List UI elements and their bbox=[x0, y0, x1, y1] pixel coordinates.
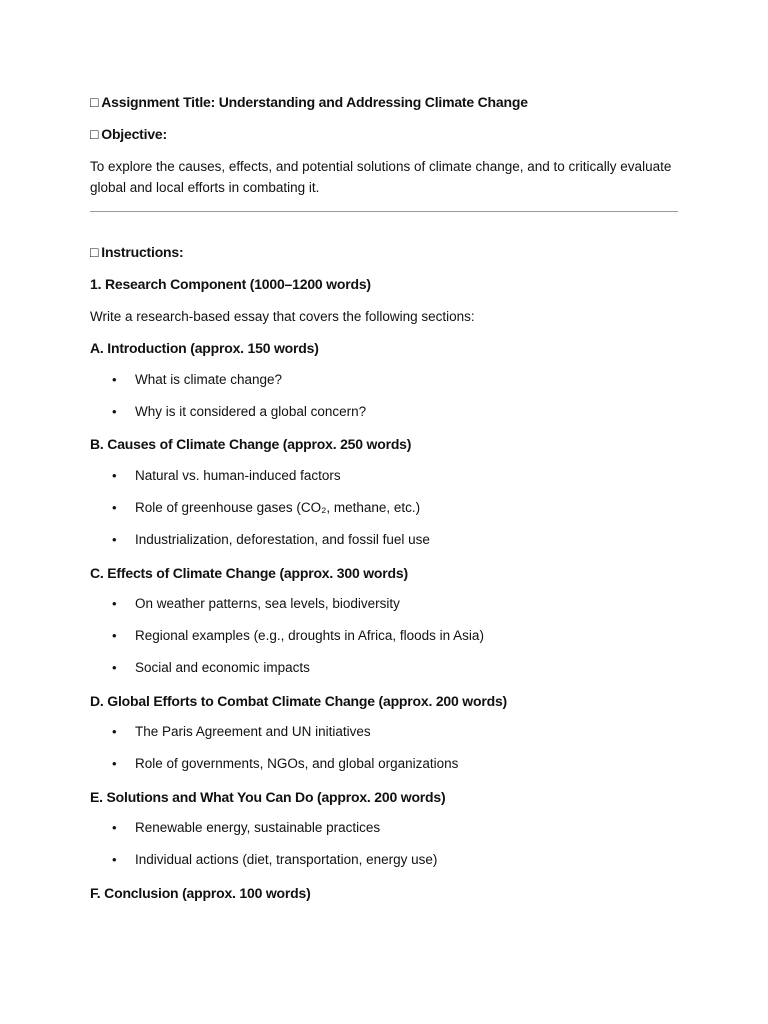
bullet-icon: • bbox=[112, 852, 117, 867]
bullet-icon: • bbox=[112, 532, 117, 547]
list-item bbox=[112, 819, 380, 837]
list-item bbox=[112, 531, 430, 549]
bullet-icon: • bbox=[112, 756, 117, 771]
list-item bbox=[112, 627, 484, 645]
list-item bbox=[112, 499, 420, 517]
list-item bbox=[112, 595, 400, 613]
bullet-icon: • bbox=[112, 404, 117, 419]
section-heading: E. Solutions and What You Can Do (approx. 200 words) bbox=[90, 789, 446, 805]
list-item bbox=[112, 371, 282, 389]
bullet-icon: • bbox=[112, 500, 117, 515]
bullet-icon: • bbox=[112, 372, 117, 387]
horizontal-divider bbox=[90, 211, 678, 212]
placeholder-glyph-icon: □ bbox=[90, 244, 99, 260]
section-heading: F. Conclusion (approx. 100 words) bbox=[90, 885, 311, 901]
list-item bbox=[112, 403, 366, 421]
section-heading: A. Introduction (approx. 150 words) bbox=[90, 340, 319, 356]
instructions-heading-text: Instructions: bbox=[101, 244, 184, 260]
bullet-icon: • bbox=[112, 596, 117, 611]
assignment-title-text: Assignment Title: Understanding and Addressing Climate Change bbox=[101, 94, 528, 110]
bullet-icon: • bbox=[112, 468, 117, 483]
list-item-text: The Paris Agreement and UN initiatives bbox=[135, 724, 371, 739]
list-item-text: Natural vs. human-induced factors bbox=[135, 468, 341, 483]
bullet-icon: • bbox=[112, 820, 117, 835]
objective-text: To explore the causes, effects, and potential solutions of climate change, and to critically evaluate global and local efforts in combating it. bbox=[90, 159, 672, 195]
section-heading: C. Effects of Climate Change (approx. 300 words) bbox=[90, 565, 408, 581]
list-item bbox=[112, 659, 310, 677]
objective-heading-text: Objective: bbox=[101, 126, 167, 142]
list-item-text: On weather patterns, sea levels, biodiversity bbox=[135, 596, 400, 611]
list-item-text: What is climate change? bbox=[135, 372, 283, 387]
bullet-icon: • bbox=[112, 724, 117, 739]
section-heading: D. Global Efforts to Combat Climate Change (approx. 200 words) bbox=[90, 693, 507, 709]
list-item bbox=[112, 755, 458, 773]
list-item-text: Role of greenhouse gases (CO₂, methane, etc.) bbox=[135, 500, 421, 515]
list-item-text: Role of governments, NGOs, and global organizations bbox=[135, 756, 459, 771]
list-item-text: Individual actions (diet, transportation, energy use) bbox=[135, 852, 438, 867]
bullet-icon: • bbox=[112, 660, 117, 675]
list-item-text: Why is it considered a global concern? bbox=[135, 404, 367, 419]
section-heading: B. Causes of Climate Change (approx. 250 words) bbox=[90, 436, 412, 452]
list-item-text: Regional examples (e.g., droughts in Africa, floods in Asia) bbox=[135, 628, 484, 643]
list-item-text: Industrialization, deforestation, and fossil fuel use bbox=[135, 532, 430, 547]
list-item bbox=[112, 851, 437, 869]
placeholder-glyph-icon: □ bbox=[90, 94, 99, 110]
list-item-text: Renewable energy, sustainable practices bbox=[135, 820, 381, 835]
research-component-heading: 1. Research Component (1000–1200 words) bbox=[90, 276, 371, 292]
list-item bbox=[112, 723, 371, 741]
placeholder-glyph-icon: □ bbox=[90, 126, 99, 142]
bullet-icon: • bbox=[112, 628, 117, 643]
assignment-title bbox=[90, 93, 528, 111]
objective-heading bbox=[90, 125, 167, 143]
list-item bbox=[112, 467, 341, 485]
instructions-heading bbox=[90, 243, 183, 261]
research-intro-text: Write a research-based essay that covers the following sections: bbox=[90, 309, 475, 324]
list-item-text: Social and economic impacts bbox=[135, 660, 310, 675]
